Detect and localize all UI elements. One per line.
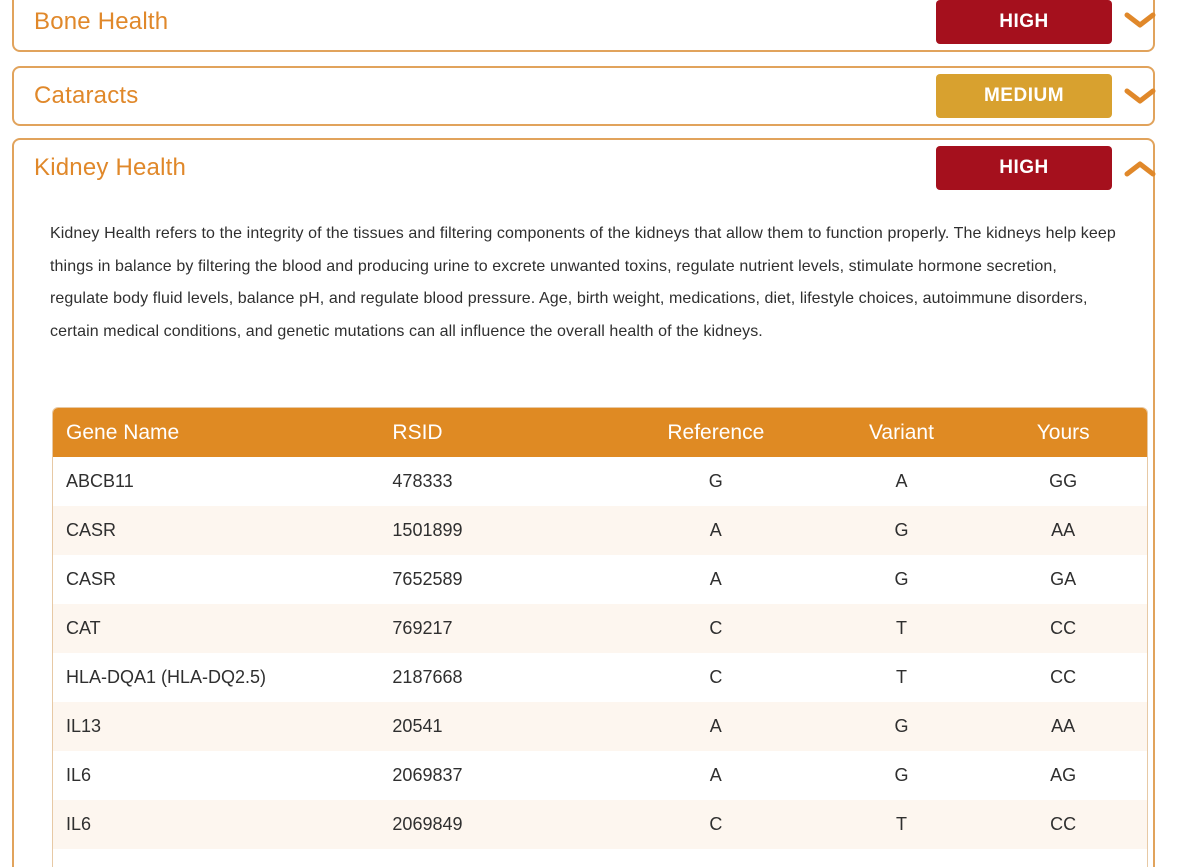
table-row (53, 555, 1147, 604)
cell-yours: GA (1050, 569, 1077, 589)
section-title: Bone Health (34, 8, 169, 35)
cell-gene-name: CASR (66, 569, 117, 589)
cell-yours: CC (1050, 618, 1077, 638)
table-row (53, 702, 1147, 751)
table-row (53, 604, 1147, 653)
cell-variant: G (894, 716, 909, 736)
table-row (53, 457, 1147, 506)
cell-reference: C (709, 618, 723, 638)
cell-variant: G (894, 520, 909, 540)
risk-badge: HIGH (936, 0, 1112, 44)
cell-rsid: 20541 (392, 716, 443, 736)
accordion-header-kidney-health[interactable] (14, 140, 1153, 198)
chevron-down-icon[interactable] (1122, 80, 1158, 110)
cell-reference: A (709, 569, 722, 589)
cell-yours: AA (1051, 716, 1076, 736)
cell-yours: CC (1050, 814, 1077, 834)
accordion-header-bone-health[interactable] (14, 0, 1153, 52)
risk-badge: HIGH (936, 146, 1112, 190)
accordion-header-cataracts[interactable] (14, 68, 1153, 126)
cell-gene-name: IL13 (66, 716, 102, 736)
column-header-reference: Reference (667, 420, 765, 444)
cell-rsid: 1501899 (392, 520, 463, 540)
cell-gene-name: ABCB11 (66, 471, 134, 491)
accordion-kidney-health (12, 138, 1155, 867)
cell-yours: AA (1051, 520, 1076, 540)
cell-rsid: 2069837 (392, 765, 463, 785)
cell-yours: AG (1050, 765, 1077, 785)
table-row (53, 506, 1147, 555)
table-row (53, 653, 1147, 702)
cell-rsid: 478333 (392, 471, 453, 491)
cell-gene-name: IL6 (66, 765, 92, 785)
section-title: Cataracts (34, 82, 139, 109)
section-title: Kidney Health (34, 154, 187, 181)
chevron-down-icon[interactable] (1122, 6, 1158, 36)
cell-reference: G (708, 471, 723, 491)
cell-yours: CC (1050, 667, 1077, 687)
cell-reference: A (709, 765, 722, 785)
section-description: Kidney Health refers to the integrity of the tissues and filtering components of the kidneys that allow them to function properly. The kidneys help keep things in balance by filtering the blood and producing urine to excrete unwanted toxins, regulate nutrient levels, stimulate hormone secretion, regulate body fluid levels, balance pH, and regulate blood pressure. Age, birth weight, medications, diet, lifestyle choices, autoimmune disorders, certain medical conditions, and genetic mutations can all influence the overall health of the kidneys. (50, 225, 1116, 340)
cell-reference: A (709, 520, 722, 540)
accordion-bone-health (12, 0, 1155, 52)
cell-reference: C (709, 667, 723, 687)
cell-variant: T (895, 667, 907, 687)
chevron-up-icon[interactable] (1122, 152, 1158, 182)
cell-variant: G (894, 765, 909, 785)
cell-variant: A (895, 471, 908, 491)
table-header (53, 408, 1147, 457)
table-row (53, 751, 1147, 800)
column-header-rsid: RSID (392, 420, 443, 444)
cell-gene-name: HLA-DQA1 (HLA-DQ2.5) (66, 667, 267, 687)
accordion-cataracts (12, 66, 1155, 126)
cell-rsid: 7652589 (392, 569, 463, 589)
cell-rsid: 769217 (392, 618, 453, 638)
cell-reference: A (709, 716, 722, 736)
cell-gene-name: IL6 (66, 814, 92, 834)
cell-variant: T (895, 814, 907, 834)
cell-reference: C (709, 814, 723, 834)
risk-badge: MEDIUM (936, 74, 1112, 118)
cell-variant: G (894, 569, 909, 589)
table-row (53, 849, 1147, 867)
column-header-variant: Variant (868, 420, 934, 444)
cell-gene-name: CASR (66, 520, 117, 540)
cell-rsid: 2187668 (392, 667, 463, 687)
cell-rsid: 2069849 (392, 814, 463, 834)
table-row (53, 800, 1147, 849)
column-header-yours: Yours (1036, 420, 1090, 444)
gene-table (52, 407, 1148, 867)
column-header-gene-name: Gene Name (66, 420, 180, 444)
cell-variant: T (895, 618, 907, 638)
cell-gene-name: CAT (66, 618, 101, 638)
cell-yours: GG (1049, 471, 1078, 491)
